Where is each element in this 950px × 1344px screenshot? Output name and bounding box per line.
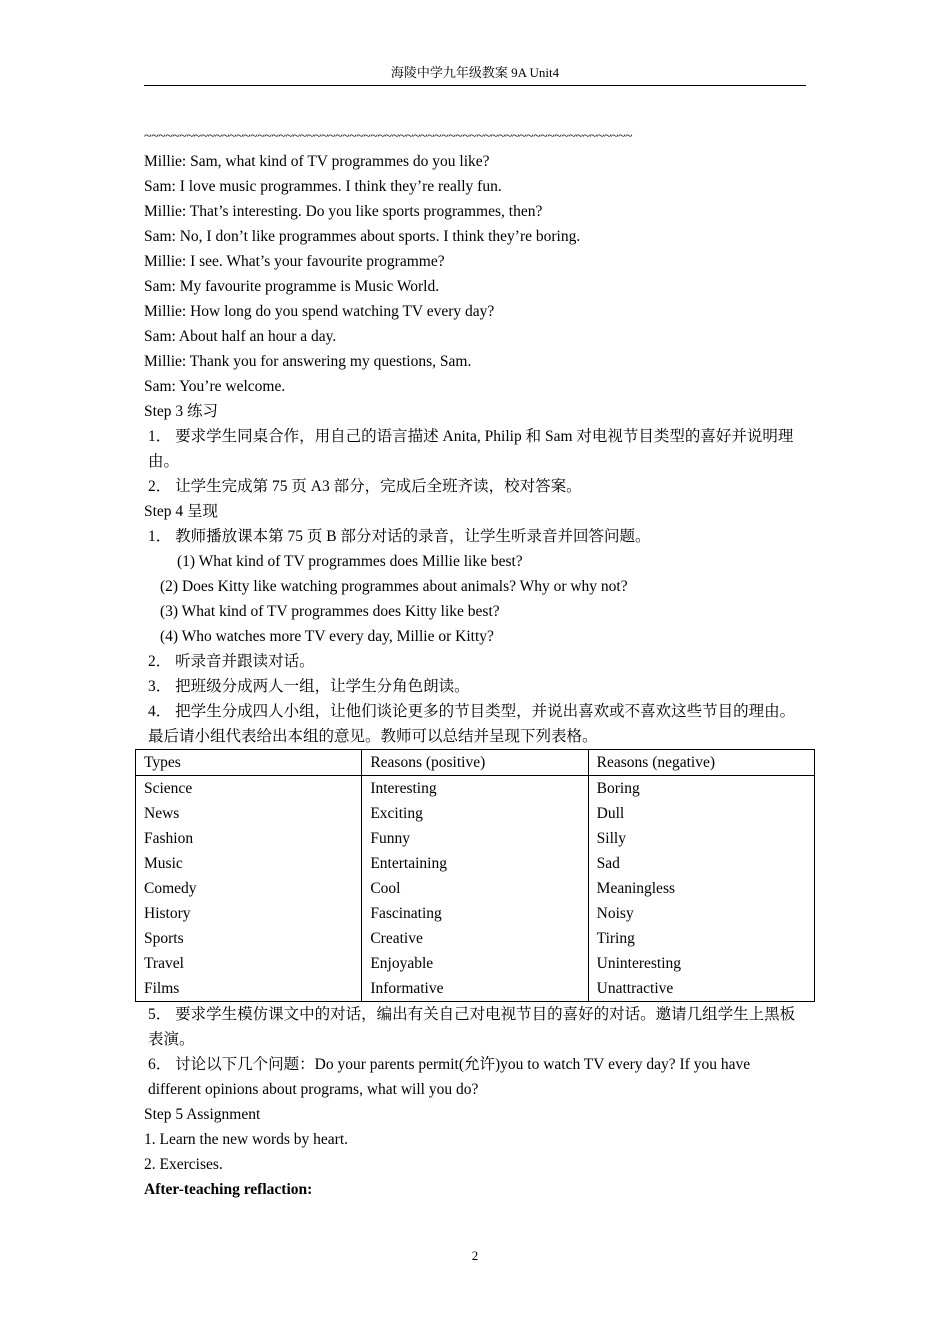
table-cell: News xyxy=(136,801,362,826)
question-1: (1) What kind of TV programmes does Millie like best? xyxy=(177,553,523,570)
dialogue-line: Sam: No, I don’t like programmes about sports. I think they’re boring. xyxy=(144,228,581,245)
table-cell: Exciting xyxy=(362,801,588,826)
table-cell: Fashion xyxy=(136,826,362,851)
table-row xyxy=(136,776,815,802)
table-row xyxy=(136,976,815,1002)
step3-item-2: 2． 让学生完成第 75 页 A3 部分，完成后全班齐读，校对答案。 xyxy=(148,478,582,495)
dialogue-line: Millie: That’s interesting. Do you like sports programmes, then? xyxy=(144,203,543,220)
table-cell: Meaningless xyxy=(588,876,814,901)
table-row xyxy=(136,901,815,926)
table-cell: Informative xyxy=(362,976,588,1002)
step5-title: Step 5 Assignment xyxy=(144,1106,261,1123)
table-cell: Enjoyable xyxy=(362,951,588,976)
step4-item-3: 3． 把班级分成两人一组，让学生分角色朗读。 xyxy=(148,678,470,695)
dialogue-line: Sam: You’re welcome. xyxy=(144,378,286,395)
table-row xyxy=(136,826,815,851)
table-cell: Dull xyxy=(588,801,814,826)
header-rule xyxy=(144,85,806,86)
table-cell: History xyxy=(136,901,362,926)
table-header-cell: Reasons (positive) xyxy=(362,750,588,776)
table-cell: Boring xyxy=(588,776,814,802)
table-cell: Travel xyxy=(136,951,362,976)
question-2: (2) Does Kitty like watching programmes about animals? Why or why not? xyxy=(160,578,628,595)
tilde-divider: ~~~~~~~~~~~~~~~~~~~~~~~~~~~~~~~~~~~~~~~~~~~~~~~~~~~~~~~~~~~~~~~~~~~~~ xyxy=(144,129,633,144)
table-header-cell: Types xyxy=(136,750,362,776)
table-cell: Sad xyxy=(588,851,814,876)
table-row xyxy=(136,851,815,876)
dialogue-line: Sam: I love music programmes. I think they’re really fun. xyxy=(144,178,502,195)
step3-title: Step 3 练习 xyxy=(144,403,219,420)
step4-item-1: 1． 教师播放课本第 75 页 B 部分对话的录音，让学生听录音并回答问题。 xyxy=(148,528,651,545)
table-cell: Unattractive xyxy=(588,976,814,1002)
page-number: 2 xyxy=(471,1248,479,1263)
table-cell: Cool xyxy=(362,876,588,901)
table-cell: Entertaining xyxy=(362,851,588,876)
assignment-item: 2. Exercises. xyxy=(144,1156,223,1173)
programme-types-table xyxy=(135,749,815,1002)
table-cell: Films xyxy=(136,976,362,1002)
dialogue-line: Millie: Thank you for answering my questions, Sam. xyxy=(144,353,472,370)
table-cell: Science xyxy=(136,776,362,802)
table-cell: Uninteresting xyxy=(588,951,814,976)
table-row xyxy=(136,876,815,901)
dialogue-line: Millie: I see. What’s your favourite programme? xyxy=(144,253,445,270)
table-row xyxy=(136,951,815,976)
step4-item-4: 4． 把学生分成四人小组，让他们谈论更多的节目类型，并说出喜欢或不喜欢这些节目的理由。最后请小组代表给出本组的意见。教师可以总结并呈现下列表格。 xyxy=(148,703,796,745)
question-4: (4) Who watches more TV every day, Millie or Kitty? xyxy=(160,628,494,645)
table-row xyxy=(136,801,815,826)
dialogue xyxy=(144,149,806,399)
table-header-row xyxy=(136,750,815,776)
table-cell: Music xyxy=(136,851,362,876)
dialogue-line: Millie: Sam, what kind of TV programmes do you like? xyxy=(144,153,490,170)
table-cell: Comedy xyxy=(136,876,362,901)
reflection-heading: After-teaching reflaction: xyxy=(144,1181,313,1198)
dialogue-line: Sam: About half an hour a day. xyxy=(144,328,337,345)
question-3: (3) What kind of TV programmes does Kitty like best? xyxy=(160,603,500,620)
step4-item-5: 5． 要求学生模仿课文中的对话，编出有关自己对电视节目的喜好的对话。邀请几组学生上黑板表演。 xyxy=(148,1006,796,1048)
table-cell: Creative xyxy=(362,926,588,951)
table-cell: Fascinating xyxy=(362,901,588,926)
step4-title: Step 4 呈现 xyxy=(144,503,219,520)
table-cell: Silly xyxy=(588,826,814,851)
page-content xyxy=(144,124,806,1202)
table-header-cell: Reasons (negative) xyxy=(588,750,814,776)
step3-item-1: 1． 要求学生同桌合作，用自己的语言描述 Anita, Philip 和 Sam 对电视节目类型的喜好并说明理由。 xyxy=(148,428,794,470)
table-row xyxy=(136,926,815,951)
dialogue-line: Millie: How long do you spend watching TV every day? xyxy=(144,303,495,320)
table-cell: Sports xyxy=(136,926,362,951)
step4-item-2: 2． 听录音并跟读对话。 xyxy=(148,653,315,670)
page-header: 海陵中学九年级教案 9A Unit4 xyxy=(390,65,560,80)
dialogue-line: Sam: My favourite programme is Music World. xyxy=(144,278,440,295)
table-cell: Noisy xyxy=(588,901,814,926)
table-cell: Interesting xyxy=(362,776,588,802)
table-cell: Tiring xyxy=(588,926,814,951)
step4-item-6: 6． 讨论以下几个问题：Do your parents permit(允许)you to watch TV every day? If you have different opinions about programs, what will you do? xyxy=(148,1056,751,1098)
table-cell: Funny xyxy=(362,826,588,851)
assignment-item: 1. Learn the new words by heart. xyxy=(144,1131,349,1148)
